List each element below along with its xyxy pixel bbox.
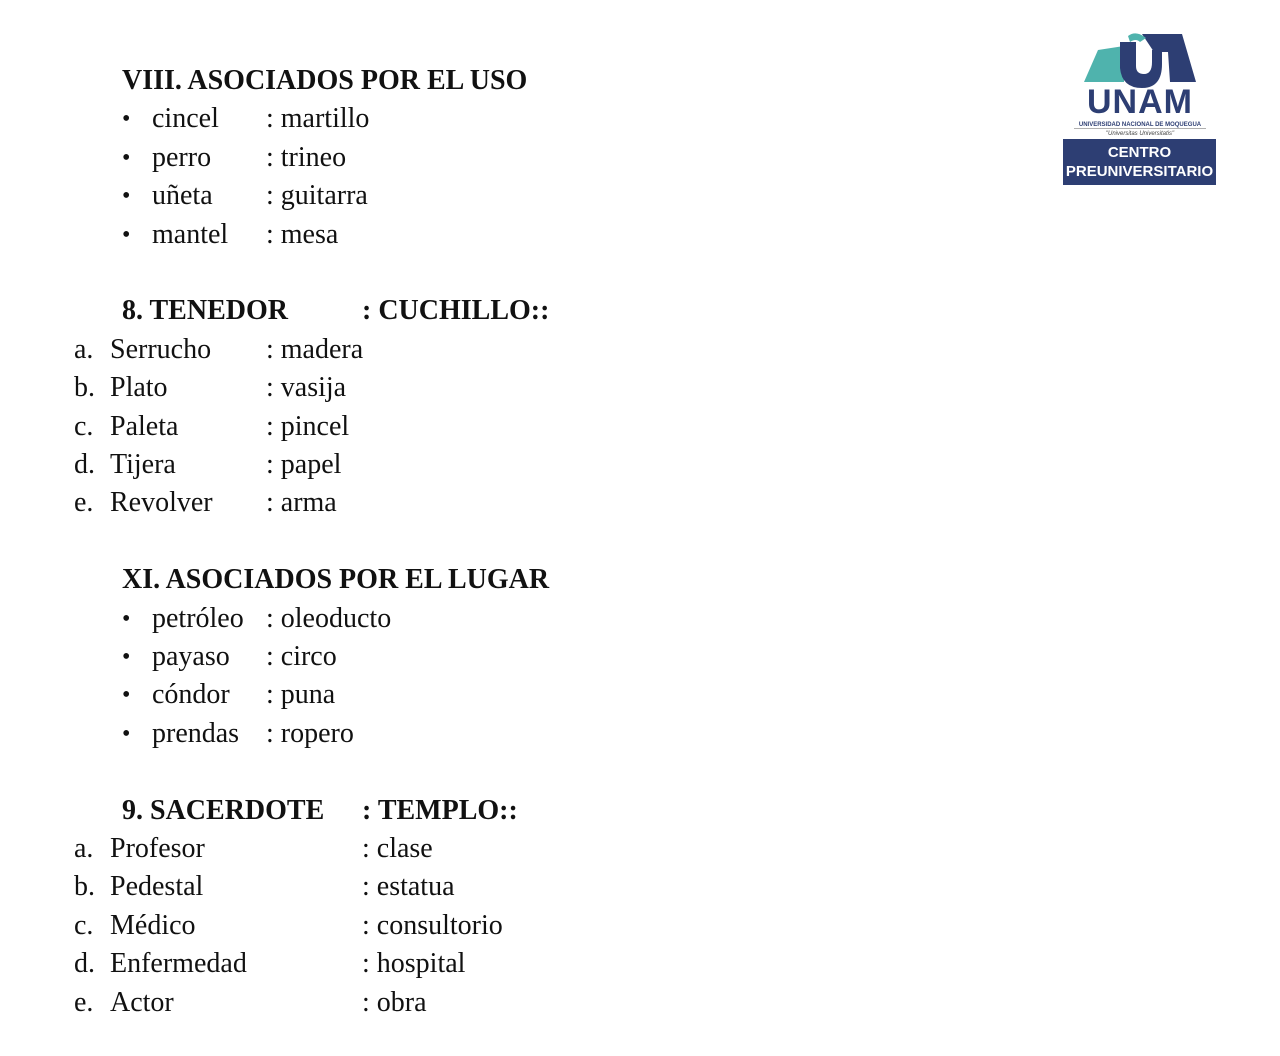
option-pair: : pincel (266, 411, 350, 442)
item-pair: : circo (266, 641, 337, 672)
option-term: Revolver (110, 487, 213, 518)
item-term: payaso (152, 641, 230, 672)
option-letter: a. (74, 334, 94, 365)
section-title-lugar: XI. ASOCIADOS POR EL LUGAR (122, 564, 550, 595)
stem-right: : TEMPLO:: (362, 795, 518, 826)
option-term: Profesor (110, 833, 205, 864)
option-term: Plato (110, 372, 168, 403)
item-pair: : guitarra (266, 180, 368, 211)
item-term: uñeta (152, 180, 213, 211)
logo-university-name: UNIVERSIDAD NACIONAL DE MOQUEGUA (1078, 122, 1202, 128)
option-letter: c. (74, 910, 94, 941)
bullet-icon: • (122, 106, 131, 132)
section-title-uso: VIII. ASOCIADOS POR EL USO (122, 65, 528, 96)
item-pair: : mesa (266, 219, 339, 250)
option-letter: d. (74, 948, 95, 979)
item-pair: : oleoducto (266, 603, 392, 634)
option-pair: : clase (362, 833, 433, 864)
option-pair: : consultorio (362, 910, 503, 941)
stem-left: 9. SACERDOTE (122, 795, 325, 826)
bullet-icon: • (122, 222, 131, 248)
logo-motto: "Universitas Universitatis" (1105, 131, 1175, 137)
bullet-icon: • (122, 721, 131, 747)
item-term: mantel (152, 219, 229, 250)
logo-wordmark: UNAM (1087, 83, 1193, 121)
option-term: Enfermedad (110, 948, 247, 979)
item-term: prendas (152, 718, 240, 749)
option-pair: : hospital (362, 948, 466, 979)
option-letter: e. (74, 487, 94, 518)
option-term: Pedestal (110, 871, 204, 902)
item-term: perro (152, 142, 212, 173)
bullet-icon: • (122, 644, 131, 670)
option-letter: c. (74, 411, 94, 442)
option-pair: : obra (362, 987, 427, 1018)
option-term: Actor (110, 987, 174, 1018)
option-letter: b. (74, 372, 95, 403)
item-pair: : ropero (266, 718, 354, 749)
item-term: cóndor (152, 679, 230, 710)
item-term: cincel (152, 103, 219, 134)
stem-right: : CUCHILLO:: (362, 295, 550, 326)
option-pair: : estatua (362, 871, 455, 902)
option-term: Paleta (110, 411, 179, 442)
option-letter: d. (74, 449, 95, 480)
bullet-icon: • (122, 183, 131, 209)
option-pair: : arma (266, 487, 337, 518)
bullet-icon: • (122, 606, 131, 632)
option-pair: : madera (266, 334, 364, 365)
bullet-icon: • (122, 145, 131, 171)
logo-center-badge (1063, 139, 1216, 185)
item-pair: : trineo (266, 142, 347, 173)
option-term: Médico (110, 910, 196, 941)
bullet-icon: • (122, 682, 131, 708)
item-term: petróleo (152, 603, 244, 634)
item-pair: : puna (266, 679, 336, 710)
option-term: Tijera (110, 449, 176, 480)
logo-center-line2: PREUNIVERSITARIO (1065, 163, 1214, 180)
logo-divider (1074, 128, 1206, 129)
logo-mark-icon (1084, 32, 1196, 90)
option-letter: b. (74, 871, 95, 902)
logo-center-line1: CENTRO (1107, 144, 1172, 161)
option-pair: : papel (266, 449, 342, 480)
option-letter: a. (74, 833, 94, 864)
option-pair: : vasija (266, 372, 347, 403)
option-letter: e. (74, 987, 94, 1018)
option-term: Serrucho (110, 334, 212, 365)
unam-logo (1062, 32, 1218, 186)
item-pair: : martillo (266, 103, 370, 134)
stem-left: 8. TENEDOR (122, 295, 288, 326)
